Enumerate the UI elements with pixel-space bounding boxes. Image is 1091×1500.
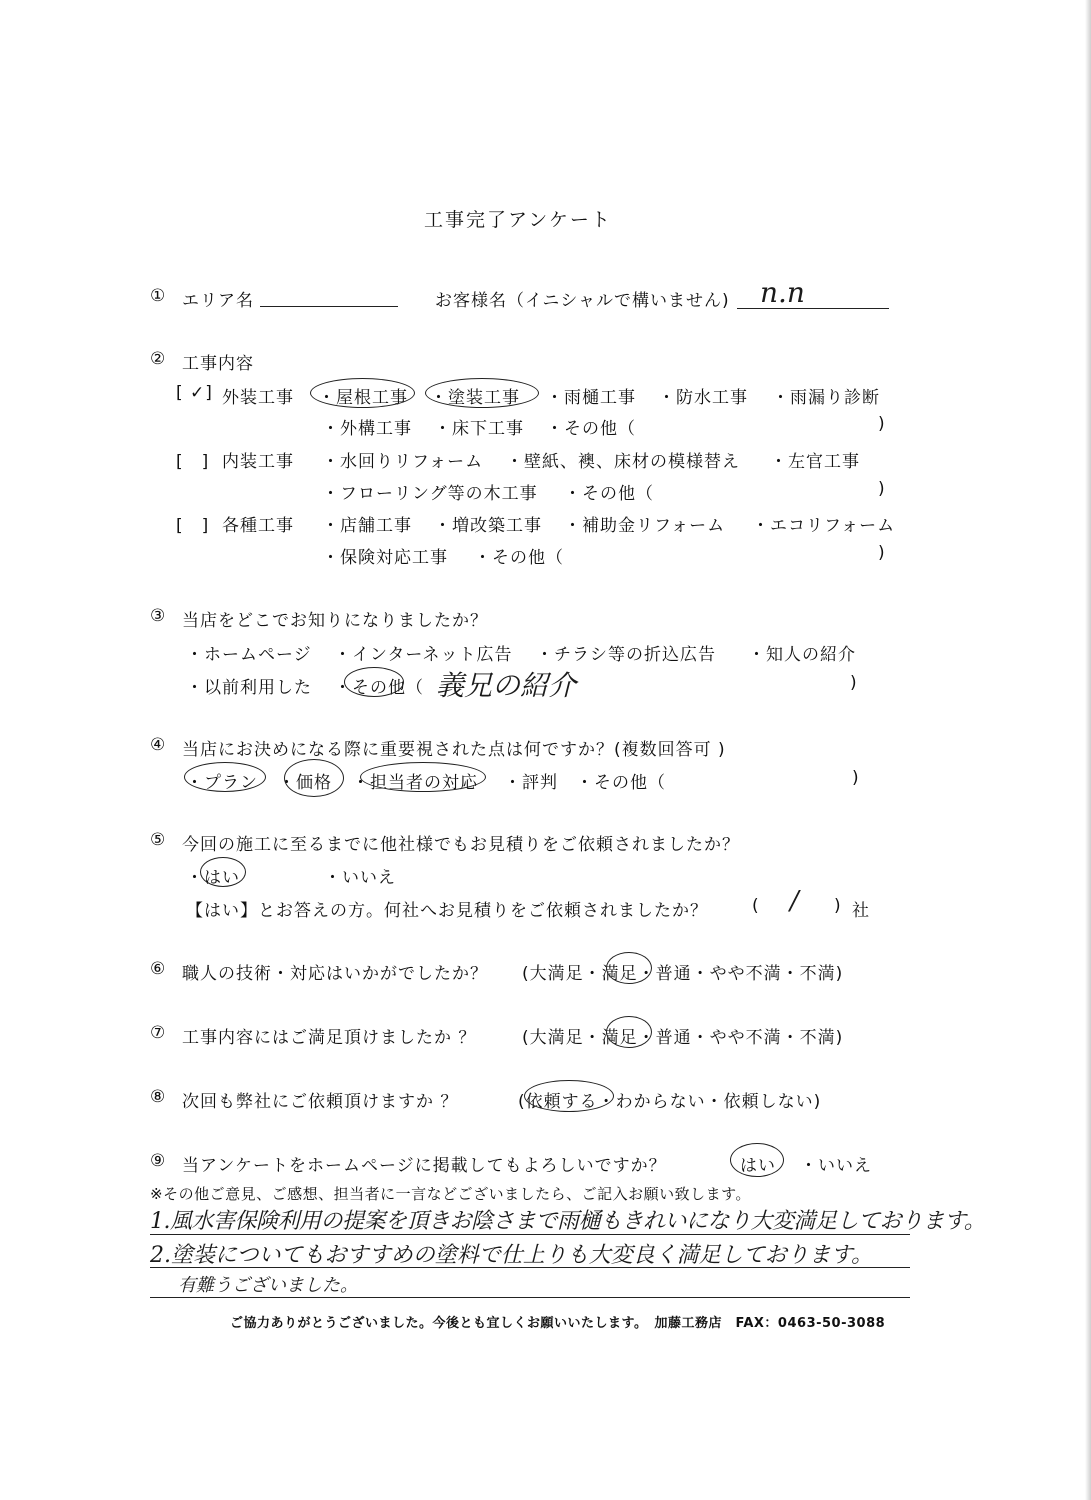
q3-opt-acquaintance: ・知人の紹介	[748, 645, 856, 665]
exterior-opt-waterproof: ・防水工事	[658, 388, 748, 408]
customer-underline	[737, 308, 889, 309]
various-opt-store: ・店舗工事	[322, 516, 412, 536]
q4-number: ④	[150, 735, 167, 755]
q5-count-unit: 社	[852, 901, 870, 921]
q9-question: 当アンケートをホームページに掲載してもよろしいですか？	[182, 1156, 667, 1176]
q3-number: ③	[150, 606, 167, 626]
exterior-opt-leak: ・雨漏り診断	[772, 388, 880, 408]
area-label: エリア名	[182, 291, 254, 311]
interior-checkbox: [ ]	[176, 452, 210, 472]
q3-opt-internet: ・インターネット広告	[334, 645, 513, 665]
circle-q6-satisfied	[606, 952, 652, 984]
survey-title: 工事完了アンケート	[424, 209, 612, 231]
footer-text: ご協力ありがとうございました。今後とも宜しくお願いいたします。 加藤工務店 FAX：0463-50-3088	[230, 1316, 886, 1331]
circle-q7-satisfied	[606, 1016, 652, 1048]
interior-opt-flooring: ・フローリング等の木工事	[322, 484, 538, 504]
q5-count-close: )	[834, 896, 842, 916]
q3-other-value: 義兄の紹介	[436, 669, 577, 702]
q3-opt-flyer: ・チラシ等の折込広告	[536, 645, 716, 665]
various-other-close: )	[878, 543, 886, 563]
interior-opt-plaster: ・左官工事	[770, 452, 860, 472]
interior-other-close: )	[878, 479, 886, 499]
various-checkbox: [ ]	[176, 516, 210, 536]
circle-price	[284, 759, 344, 797]
customer-value: n.n	[760, 276, 805, 309]
q4-question: 当店にお決めになる際に重要視された点は何ですか？(複数回答可 )	[182, 740, 726, 760]
q5-opt-yes: ・はい	[186, 868, 240, 888]
q4-opt-other: ・その他（	[576, 773, 666, 793]
various-opt-eco: ・エコリフォーム	[752, 516, 896, 536]
q5-number: ⑤	[150, 830, 167, 850]
circle-q5-yes	[200, 857, 246, 887]
q6-number: ⑥	[150, 959, 167, 979]
comment-line-2: 2.塗装についてもおすすめの塗料で仕上りも大変良く満足しております。	[150, 1243, 874, 1268]
comment-line-1: 1.風水害保険利用の提案を頂きお陰さまで雨樋もきれいになり大変満足しております。	[150, 1209, 986, 1234]
circle-q9-yes	[730, 1143, 784, 1177]
q3-opt-other: ・その他（	[334, 678, 424, 698]
q4-opt-reputation: ・評判	[504, 773, 558, 793]
various-opt-subsidy: ・補助金リフォーム	[564, 516, 726, 536]
exterior-opt-underfloor: ・床下工事	[434, 419, 524, 439]
exterior-opt-other: ・その他（	[546, 419, 636, 439]
q8-scale: (依頼する・わからない・依頼しない)	[518, 1092, 822, 1112]
interior-opt-water: ・水回りリフォーム	[322, 452, 484, 472]
comment-underline-2	[150, 1267, 910, 1268]
circle-q8-request	[524, 1080, 614, 1112]
exterior-opt-roof: ・屋根工事	[318, 388, 408, 408]
q4-opt-price: ・価格	[278, 773, 332, 793]
q5-question: 今回の施工に至るまでに他社様でもお見積りをご依頼されましたか？	[182, 835, 740, 855]
circle-paint	[425, 378, 539, 408]
interior-label: 内装工事	[222, 452, 294, 472]
circle-staff	[360, 762, 486, 792]
q8-number: ⑧	[150, 1087, 167, 1107]
q3-question: 当店をどこでお知りになりましたか？	[182, 611, 488, 631]
q5-count-open: (	[752, 896, 760, 916]
q4-opt-staff: ・担当者の対応	[352, 773, 478, 793]
q5-count-value: /	[790, 886, 799, 916]
comment-underline-3	[150, 1297, 910, 1298]
q7-question: 工事内容にはご満足頂けましたか ？	[182, 1028, 477, 1048]
q6-question: 職人の技術・対応はいかがでしたか？	[182, 964, 488, 984]
q2-label: 工事内容	[182, 354, 254, 374]
q4-opt-plan: ・プラン	[186, 773, 258, 793]
various-opt-other: ・その他（	[474, 548, 564, 568]
q9-opt-yes: はい	[740, 1156, 776, 1176]
comment-underline-1	[150, 1234, 910, 1235]
q7-number: ⑦	[150, 1023, 167, 1043]
q2-number: ②	[150, 349, 167, 369]
q1-number: ①	[150, 286, 167, 306]
exterior-label: 外装工事	[222, 388, 294, 408]
exterior-opt-paint: ・塗装工事	[430, 388, 520, 408]
circle-q3-other	[344, 667, 404, 697]
q3-other-close: )	[850, 673, 858, 693]
various-opt-insurance: ・保険対応工事	[322, 548, 448, 568]
q4-other-close: )	[852, 768, 860, 788]
exterior-checkbox: [ ✓]	[176, 383, 213, 403]
interior-opt-other: ・その他（	[564, 484, 654, 504]
q5-followup: 【はい】とお答えの方。何社へお見積りをご依頼されましたか？	[186, 901, 708, 921]
scan-edge	[1085, 0, 1091, 1500]
interior-opt-wallpaper: ・壁紙、襖、床材の模様替え	[506, 452, 740, 472]
exterior-other-close: )	[878, 414, 886, 434]
q5-opt-no: ・いいえ	[324, 868, 396, 888]
q7-scale: (大満足・満足・普通・やや不満・不満)	[522, 1028, 844, 1048]
q6-scale: (大満足・満足・普通・やや不満・不満)	[522, 964, 844, 984]
customer-label: お客様名（イニシャルで構いません)	[435, 291, 730, 311]
q3-opt-homepage: ・ホームページ	[186, 645, 312, 665]
exterior-opt-outdoor: ・外構工事	[322, 419, 412, 439]
area-underline	[260, 306, 398, 307]
q9-number: ⑨	[150, 1151, 167, 1171]
circle-roof	[310, 378, 415, 408]
comments-prompt: ※その他ご意見、ご感想、担当者に一言などございましたら、ご記入お願い致します。	[150, 1185, 751, 1203]
various-label: 各種工事	[222, 516, 294, 536]
various-opt-extension: ・増改築工事	[434, 516, 542, 536]
q8-question: 次回も弊社にご依頼頂けますか ？	[182, 1092, 459, 1112]
q3-opt-previous: ・以前利用した	[186, 678, 312, 698]
comment-line-3: 有難うございました。	[178, 1275, 358, 1296]
exterior-opt-gutter: ・雨樋工事	[546, 388, 636, 408]
q9-opt-no: ・いいえ	[800, 1156, 872, 1176]
circle-plan	[184, 762, 266, 792]
